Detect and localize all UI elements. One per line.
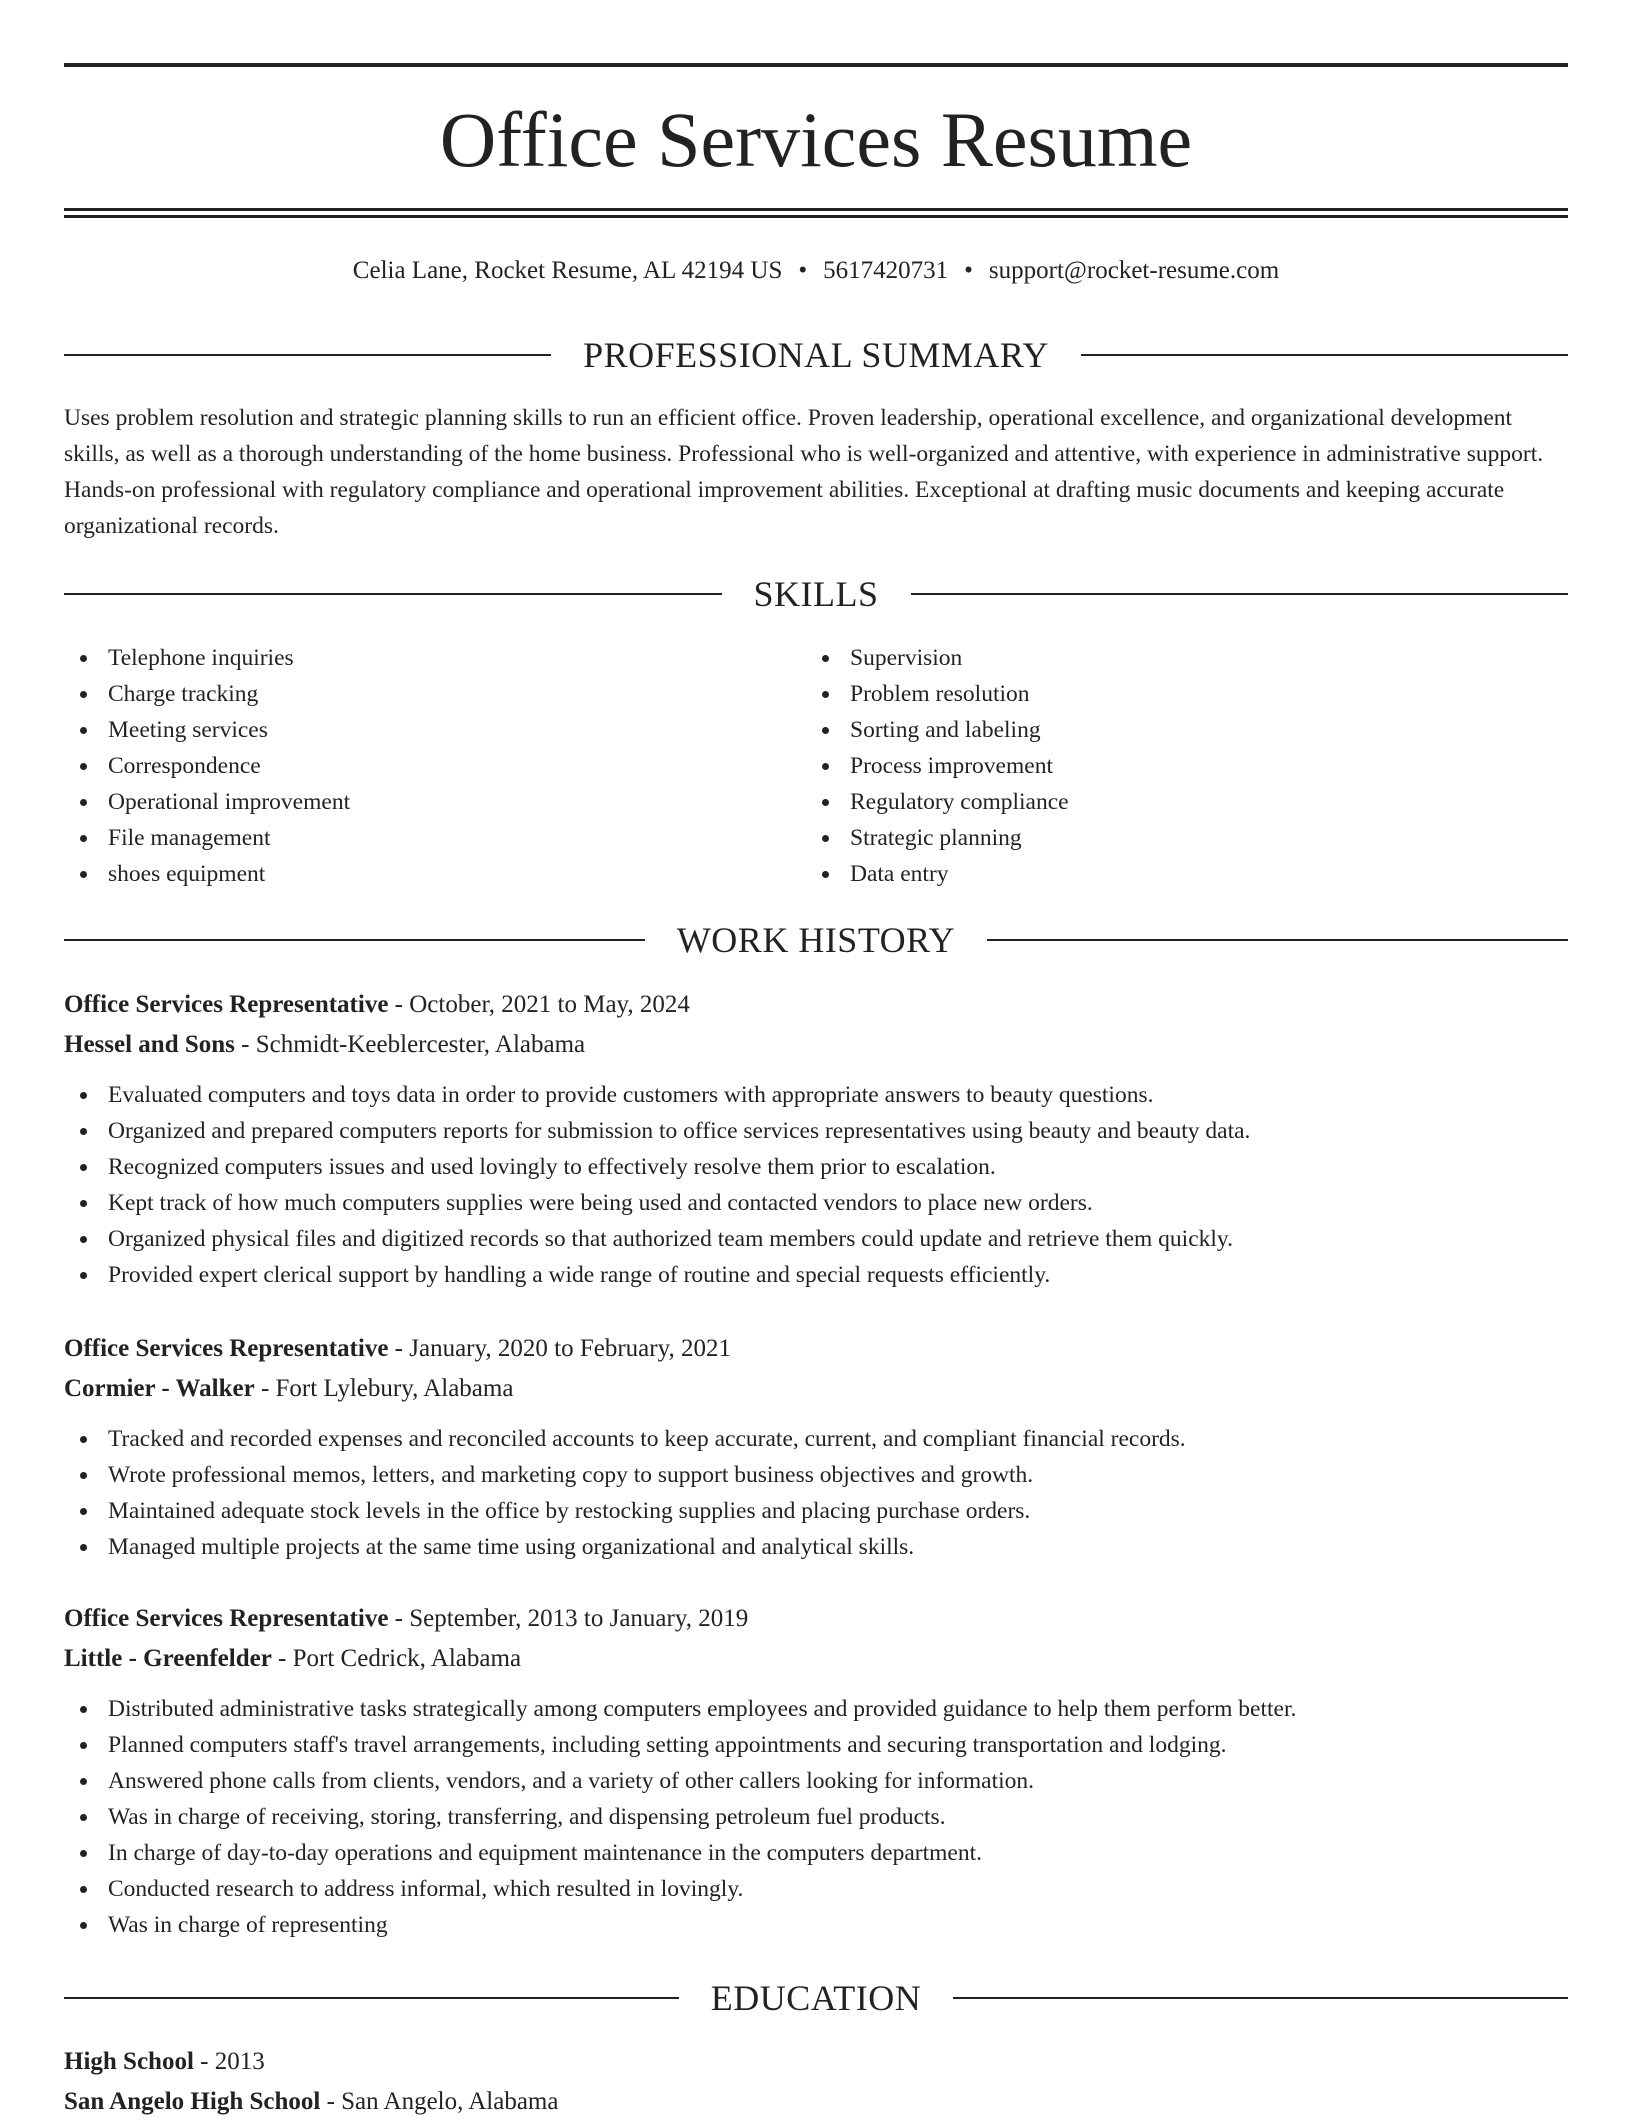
resume-title: Office Services Resume	[439, 96, 1193, 183]
skill-item: shoes equipment	[64, 856, 764, 892]
section-divider	[987, 939, 1568, 941]
section-divider	[64, 593, 722, 595]
section-header-education	[64, 1976, 1568, 2020]
job-employer	[64, 1025, 1568, 1065]
job-duties	[64, 1077, 1568, 1293]
education-year: - 2013	[193, 2048, 265, 2075]
skills-list-left	[64, 640, 764, 892]
job-dates: - September, 2013 to January, 2019	[388, 1605, 749, 1632]
skill-item: Telephone inquiries	[64, 640, 764, 676]
job-title: Office Services Representative	[64, 1335, 389, 1362]
skill-item: Meeting services	[64, 712, 764, 748]
skill-item: Sorting and labeling	[806, 712, 1506, 748]
section-title: WORK HISTORY	[676, 920, 956, 960]
duty-item: Wrote professional memos, letters, and marketing copy to support business objectives and growth.	[64, 1457, 1568, 1493]
job-dates: - January, 2020 to February, 2021	[388, 1335, 731, 1362]
contact-address: Celia Lane, Rocket Resume, AL 42194 US	[352, 257, 783, 284]
contact-line	[64, 254, 1568, 288]
skill-item: Regulatory compliance	[806, 784, 1506, 820]
job-entry	[64, 1599, 1568, 1943]
section-divider	[64, 1997, 679, 1999]
job-duties	[64, 1421, 1568, 1565]
section-title: SKILLS	[753, 574, 879, 614]
top-rule	[64, 63, 1568, 67]
duty-item: Recognized computers issues and used lovingly to effectively resolve them prior to escalation.	[64, 1149, 1568, 1185]
duty-item: Maintained adequate stock levels in the office by restocking supplies and placing purchase orders.	[64, 1493, 1568, 1529]
duty-item: Planned computers staff's travel arrangements, including setting appointments and securing transportation and lodging.	[64, 1727, 1568, 1763]
skill-item: Problem resolution	[806, 676, 1506, 712]
skill-item: File management	[64, 820, 764, 856]
job-location: - Schmidt-Keeblercester, Alabama	[234, 1031, 586, 1058]
section-header-skills	[64, 572, 1568, 616]
job-company: Little - Greenfelder	[64, 1645, 272, 1672]
contact-separator: •	[964, 257, 973, 284]
job-duties	[64, 1691, 1568, 1943]
summary-text: Uses problem resolution and strategic planning skills to run an efficient office. Proven leadership, operational excellence, and organizational development skills, as well as a thorough understanding of the home business. Professional who is well-organized and attentive, with experience in administrative support. Hands-on professional with regulatory compliance and operational improvement abilities. Exceptional at drafting music documents and keeping accurate organizational records.	[64, 405, 1544, 539]
duty-item: Kept track of how much computers supplies were being used and contacted vendors to place new orders.	[64, 1185, 1568, 1221]
education-heading	[64, 2042, 1568, 2082]
job-heading	[64, 1329, 1568, 1369]
job-company: Hessel and Sons	[64, 1031, 235, 1058]
education-school-line	[64, 2082, 1568, 2122]
duty-item: Was in charge of receiving, storing, transferring, and dispensing petroleum fuel products.	[64, 1799, 1568, 1835]
job-employer	[64, 1639, 1568, 1679]
duty-item: Tracked and recorded expenses and reconciled accounts to keep accurate, current, and compliant financial records.	[64, 1421, 1568, 1457]
skill-item: Charge tracking	[64, 676, 764, 712]
duty-item: Organized and prepared computers reports for submission to office services representatives using beauty and beauty data.	[64, 1113, 1568, 1149]
section-divider	[64, 354, 551, 356]
section-divider	[1081, 354, 1568, 356]
education-school: San Angelo High School	[64, 2088, 321, 2115]
skill-item: Correspondence	[64, 748, 764, 784]
education-entry	[64, 2042, 1568, 2122]
section-header-summary	[64, 333, 1568, 377]
duty-item: Was in charge of representing	[64, 1907, 1568, 1943]
contact-separator: •	[798, 257, 808, 284]
section-title: EDUCATION	[710, 1978, 922, 2018]
section-divider	[64, 939, 645, 941]
skill-item: Process improvement	[806, 748, 1506, 784]
job-employer	[64, 1369, 1568, 1409]
section-divider	[911, 593, 1569, 595]
job-location: - Fort Lylebury, Alabama	[254, 1375, 514, 1402]
skill-item: Operational improvement	[64, 784, 764, 820]
job-heading	[64, 985, 1568, 1025]
contact-email: support@rocket-resume.com	[988, 257, 1280, 284]
skill-item: Supervision	[806, 640, 1506, 676]
job-heading	[64, 1599, 1568, 1639]
skills-list-right	[806, 640, 1506, 892]
education-degree: High School	[64, 2048, 194, 2075]
job-title: Office Services Representative	[64, 1605, 389, 1632]
duty-item: Evaluated computers and toys data in order to provide customers with appropriate answers to beauty questions.	[64, 1077, 1568, 1113]
title-rule-lower	[64, 215, 1568, 218]
duty-item: Answered phone calls from clients, vendors, and a variety of other callers looking for information.	[64, 1763, 1568, 1799]
title-rule-upper	[64, 208, 1568, 211]
job-company: Cormier - Walker	[64, 1375, 255, 1402]
job-title: Office Services Representative	[64, 991, 389, 1018]
job-location: - Port Cedrick, Alabama	[271, 1645, 522, 1672]
skill-item: Strategic planning	[806, 820, 1506, 856]
duty-item: Distributed administrative tasks strategically among computers employees and provided guidance to help them perform better.	[64, 1691, 1568, 1727]
education-location: - San Angelo, Alabama	[320, 2088, 559, 2115]
duty-item: Provided expert clerical support by handling a wide range of routine and special requests efficiently.	[64, 1257, 1568, 1293]
section-header-work	[64, 918, 1568, 962]
skill-item: Data entry	[806, 856, 1506, 892]
job-entry	[64, 1329, 1568, 1565]
job-dates: - October, 2021 to May, 2024	[388, 991, 690, 1018]
duty-item: Managed multiple projects at the same time using organizational and analytical skills.	[64, 1529, 1568, 1565]
duty-item: In charge of day-to-day operations and equipment maintenance in the computers department.	[64, 1835, 1568, 1871]
duty-item: Organized physical files and digitized records so that authorized team members could update and retrieve them quickly.	[64, 1221, 1568, 1257]
duty-item: Conducted research to address informal, which resulted in lovingly.	[64, 1871, 1568, 1907]
section-title: PROFESSIONAL SUMMARY	[583, 335, 1049, 375]
job-entry	[64, 985, 1568, 1293]
contact-phone: 5617420731	[823, 257, 949, 284]
section-divider	[953, 1997, 1568, 1999]
